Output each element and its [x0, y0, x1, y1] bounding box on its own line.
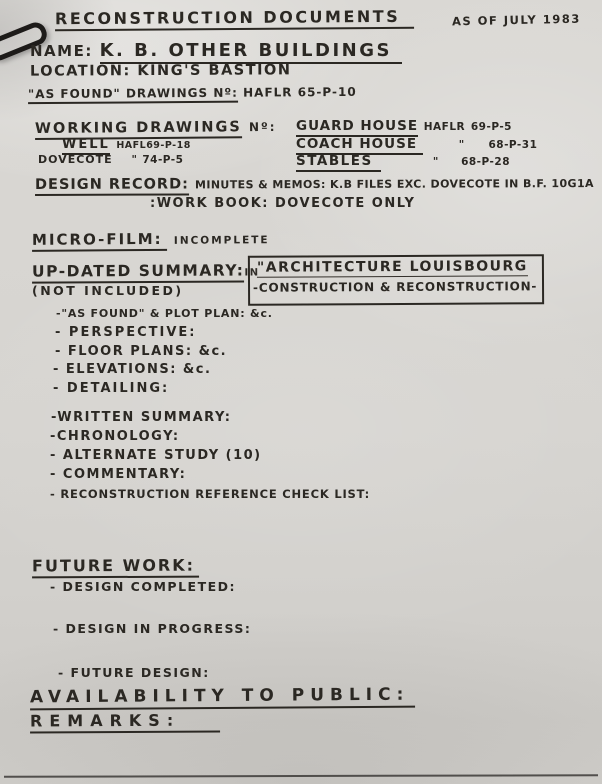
future-work-item: - FUTURE DESIGN:: [58, 665, 210, 680]
summary-written-item: - RECONSTRUCTION REFERENCE CHECK LIST:: [50, 487, 371, 501]
future-work-item: - DESIGN IN PROGRESS:: [53, 621, 252, 636]
wd-row: [38, 153, 183, 166]
as-found-label: "AS FOUND" DRAWINGS Nº:: [28, 86, 238, 104]
summary-drawing-item: - FLOOR PLANS: &c.: [55, 344, 228, 359]
wd-number: 69-P-18: [146, 140, 191, 151]
as-found-line: [28, 85, 357, 101]
future-work-label: FUTURE WORK:: [32, 556, 199, 579]
wd-row: [296, 153, 510, 169]
summary-drawing-item: - ELEVATIONS: &c.: [53, 362, 212, 377]
not-included-note: (NOT INCLUDED): [32, 283, 184, 298]
working-drawings-line: [35, 119, 277, 137]
summary-written-item: - ALTERNATE STUDY (10): [50, 448, 262, 463]
wd-row: [296, 136, 537, 152]
design-record-line: [35, 175, 594, 193]
updated-summary-line: [32, 261, 260, 280]
summary-box: [248, 254, 544, 306]
microfilm-label: MICRO-FILM:: [32, 230, 167, 252]
updated-summary-label: UP-DATED SUMMARY:: [32, 261, 245, 283]
name-label: NAME:: [30, 42, 93, 60]
summary-box-subtitle: -CONSTRUCTION & RECONSTRUCTION-: [253, 279, 538, 295]
wd-name: GUARD HOUSE: [296, 118, 418, 137]
updated-summary-in: IN: [244, 267, 260, 279]
name-line: [30, 40, 402, 61]
wd-prefix: ": [458, 139, 465, 151]
working-drawings-no: Nº:: [248, 119, 277, 135]
microfilm-line: [32, 229, 270, 249]
name-value: K. B. OTHER BUILDINGS: [100, 40, 402, 64]
location-value: KING'S BASTION: [137, 62, 292, 80]
page-bottom-edge: [4, 774, 598, 778]
summary-drawing-item: -"AS FOUND" & PLOT PLAN: &c.: [56, 307, 273, 320]
summary-written-item: -CHRONOLOGY:: [50, 429, 180, 444]
remarks-label: REMARKS:: [30, 711, 220, 734]
wd-row: [62, 137, 191, 152]
wd-prefix: HAFLR: [423, 121, 466, 133]
wd-number: 68-P-28: [461, 156, 511, 168]
as-found-value: HAFLR 65-P-10: [243, 84, 357, 100]
wd-name: STABLES: [296, 153, 381, 172]
wd-number: 69-P-5: [470, 121, 512, 133]
as-of-date: AS OF JULY 1983: [451, 11, 581, 29]
wd-name: DOVECOTE: [38, 153, 113, 166]
wd-prefix: ": [131, 154, 138, 166]
location-line: [30, 62, 292, 79]
future-work-item: - DESIGN COMPLETED:: [50, 579, 237, 594]
design-record-workbook: :WORK BOOK: DOVECOTE ONLY: [150, 196, 416, 211]
wd-number: 74-P-5: [142, 154, 184, 166]
design-record-label: DESIGN RECORD:: [35, 176, 189, 196]
summary-written-item: - COMMENTARY:: [50, 467, 187, 482]
wd-row: [296, 118, 512, 134]
summary-drawing-item: - PERSPECTIVE:: [55, 325, 197, 340]
availability-label: AVAILABILITY TO PUBLIC:: [30, 685, 416, 711]
wd-name: COACH HOUSE: [296, 136, 423, 155]
summary-written-item: -WRITTEN SUMMARY:: [51, 410, 232, 425]
wd-number: 68-P-31: [488, 139, 538, 151]
design-record-minutes: MINUTES & MEMOS: K.B FILES EXC. DOVECOTE IN B.F. 10G1A: [194, 177, 594, 192]
wd-prefix: ": [432, 156, 439, 168]
microfilm-value: INCOMPLETE: [173, 234, 270, 247]
wd-name: WELL: [62, 137, 110, 155]
location-label: LOCATION:: [29, 63, 131, 80]
summary-drawing-item: - DETAILING:: [53, 381, 170, 396]
working-drawings-label: WORKING DRAWINGS: [35, 119, 242, 140]
doc-title: RECONSTRUCTION DOCUMENTS: [55, 7, 414, 32]
wd-prefix: HAFL: [116, 140, 147, 151]
summary-box-title: "ARCHITECTURE LOUISBOURG: [256, 258, 528, 276]
